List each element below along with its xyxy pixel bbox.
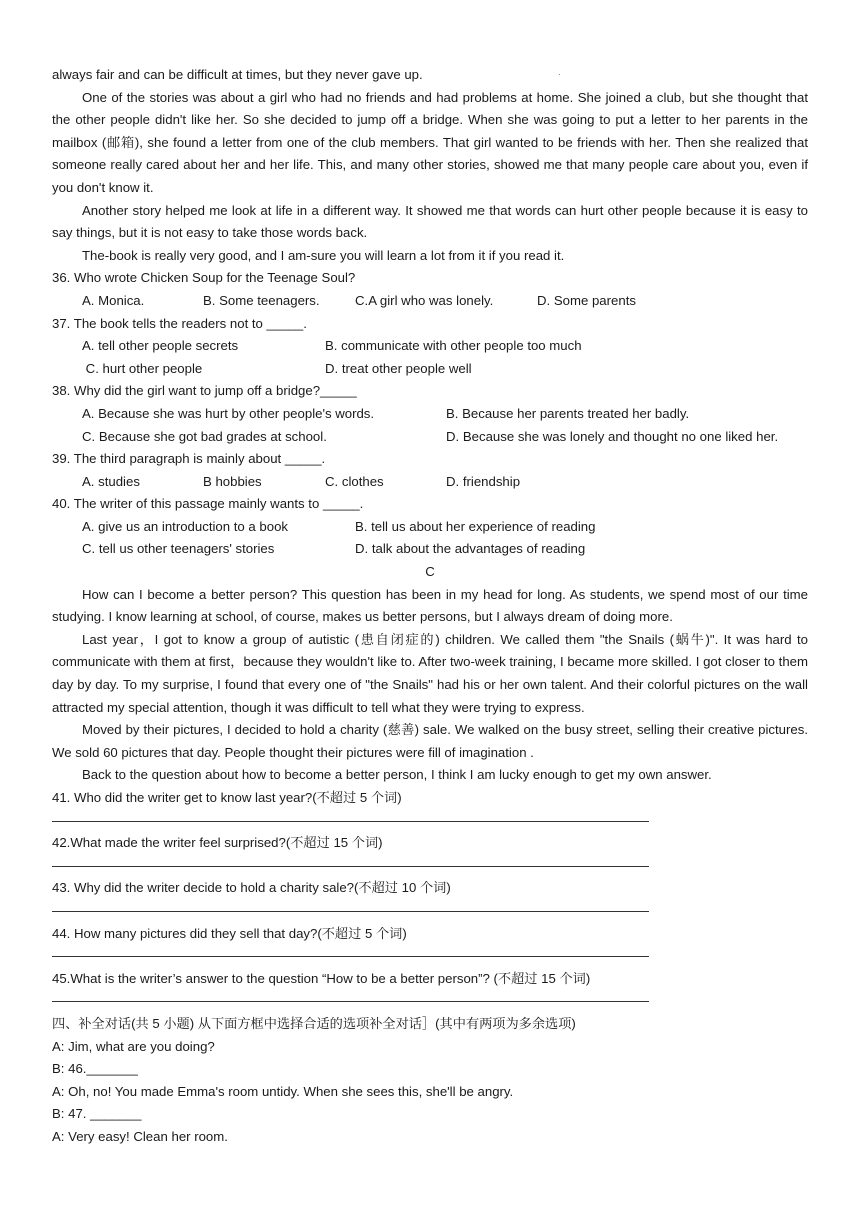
paragraph-c1: How can I become a better person? This question has been in my head for long. As students, we spend most of our time studying. I know learning at school, of course, makes us better persons, but I always dream of doing more. xyxy=(52,586,808,625)
paragraph-c2: Last year，I got to know a group of autistic (患自闭症的) children. We called them "the Snails (蜗牛)". It was hard to communicate with them at first，because they wouldn't like to. After two-week training, I became more skilled. I got closer to them day by day. To my surprise, I found that every one of "the Snails" had his or her own talent. And their colorful pictures on the wall attracted my special attention, though it was difficult to tell what they were trying to express. xyxy=(52,631,808,715)
passage-fragment: always fair and can be difficult at times, but they never gave up. xyxy=(52,67,423,82)
option-38-a[interactable]: A. Because she was hurt by other people's words. xyxy=(82,405,375,421)
option-36-a[interactable]: A. Monica. xyxy=(82,292,145,308)
option-37-c[interactable]: C. hurt other people xyxy=(82,360,203,376)
options-39 xyxy=(52,471,808,494)
question-43: 43. Why did the writer decide to hold a charity sale?(不超过 10 个词) xyxy=(52,880,451,896)
dialogue-line[interactable]: B: 46._______ xyxy=(52,1061,138,1077)
paragraph-stories: One of the stories was about a girl who had no friends and had problems at home. She joined a club, but she thought that the other people didn't like her. So she decided to jump off a bridge. When she was going to put a letter to her parents in the mailbox (邮箱), she found a letter from one of the club members. That girl wanted to be friends with her. Then she realized that someone really cared about her and her life. This, and many other stories, showed me that many people care about you, even if you don't know it. xyxy=(52,89,808,195)
option-40-c[interactable]: C. tell us other teenagers' stories xyxy=(82,541,275,557)
options-37-row1 xyxy=(52,335,808,358)
question-36: 36. Who wrote Chicken Soup for the Teenage Soul? xyxy=(52,270,356,286)
document-page xyxy=(52,64,808,1149)
options-37-row2 xyxy=(52,358,808,381)
option-40-b[interactable]: B. tell us about her experience of reading xyxy=(355,518,596,534)
option-38-d[interactable]: D. Because she was lonely and thought no one liked her. xyxy=(446,428,779,444)
question-40: 40. The writer of this passage mainly wants to _____. xyxy=(52,496,364,512)
option-39-c[interactable]: C. clothes xyxy=(325,473,384,489)
option-38-c[interactable]: C. Because she got bad grades at school. xyxy=(82,428,327,444)
paragraph-c4: Back to the question about how to become a better person, I think I am lucky enough to get my own answer. xyxy=(82,767,712,783)
question-39: 39. The third paragraph is mainly about _____. xyxy=(52,451,326,467)
option-36-b[interactable]: B. Some teenagers. xyxy=(203,292,320,308)
option-39-b[interactable]: B hobbies xyxy=(203,473,262,489)
options-40-row1 xyxy=(52,516,808,539)
options-36 xyxy=(52,290,808,313)
option-40-a[interactable]: A. give us an introduction to a book xyxy=(82,518,289,534)
decorative-dot: · xyxy=(558,70,561,79)
option-36-d[interactable]: D. Some parents xyxy=(537,292,636,308)
answer-line-44[interactable] xyxy=(52,945,808,968)
section-c-label: C xyxy=(425,564,435,580)
option-37-a[interactable]: A. tell other people secrets xyxy=(82,338,239,354)
option-37-d[interactable]: D. treat other people well xyxy=(325,360,472,376)
question-41: 41. Who did the writer get to know last year?(不超过 5 个词) xyxy=(52,790,402,805)
question-37: 37. The book tells the readers not to _____. xyxy=(52,315,307,331)
paragraph-book: The-book is really very good, and I am-sure you will learn a lot from it if you read it. xyxy=(82,247,565,263)
option-38-b[interactable]: B. Because her parents treated her badly. xyxy=(446,405,690,421)
option-39-a[interactable]: A. studies xyxy=(82,473,140,489)
option-40-d[interactable]: D. talk about the advantages of reading xyxy=(355,541,586,557)
answer-line-43[interactable] xyxy=(52,900,808,923)
option-36-c[interactable]: C.A girl who was lonely. xyxy=(355,292,494,308)
options-40-row2 xyxy=(52,538,808,561)
options-38-row1 xyxy=(52,403,808,426)
dialogue-line: A: Oh, no! You made Emma's room untidy. When she sees this, she'll be angry. xyxy=(52,1083,514,1099)
question-44: 44. How many pictures did they sell that day?(不超过 5 个词) xyxy=(52,925,407,941)
paragraph-another-story: Another story helped me look at life in a different way. It showed me that words can hurt other people because it is easy to say things, but it is not easy to take those words back. xyxy=(52,202,808,241)
question-45: 45.What is the writer’s answer to the question “How to be a better person”? (不超过 15 个词) xyxy=(52,970,591,986)
question-42: 42.What made the writer feel surprised?(不超过 15 个词) xyxy=(52,835,383,851)
dialogue-line: A: Very easy! Clean her room. xyxy=(52,1128,228,1144)
answer-line-41[interactable] xyxy=(52,810,808,833)
dialogue-line: A: Jim, what are you doing? xyxy=(52,1038,215,1054)
dialogue-line[interactable]: B: 47. _______ xyxy=(52,1106,142,1122)
option-39-d[interactable]: D. friendship xyxy=(446,473,521,489)
option-37-b[interactable]: B. communicate with other people too much xyxy=(325,338,582,354)
section-4-heading: 四、补全对话(共 5 小题) 从下面方框中选择合适的选项补全对话］(其中有两项为多余选项) xyxy=(52,1015,576,1031)
question-38: 38. Why did the girl want to jump off a bridge?_____ xyxy=(52,383,357,399)
paragraph-c3: Moved by their pictures, I decided to hold a charity (慈善) sale. We walked on the busy street, selling their creative pictures. We sold 60 pictures that day. People thought their pictures were fill of imagination . xyxy=(52,722,808,760)
answer-line-42[interactable] xyxy=(52,855,808,878)
answer-line-45[interactable] xyxy=(52,990,808,1013)
options-38-row2 xyxy=(52,426,808,449)
